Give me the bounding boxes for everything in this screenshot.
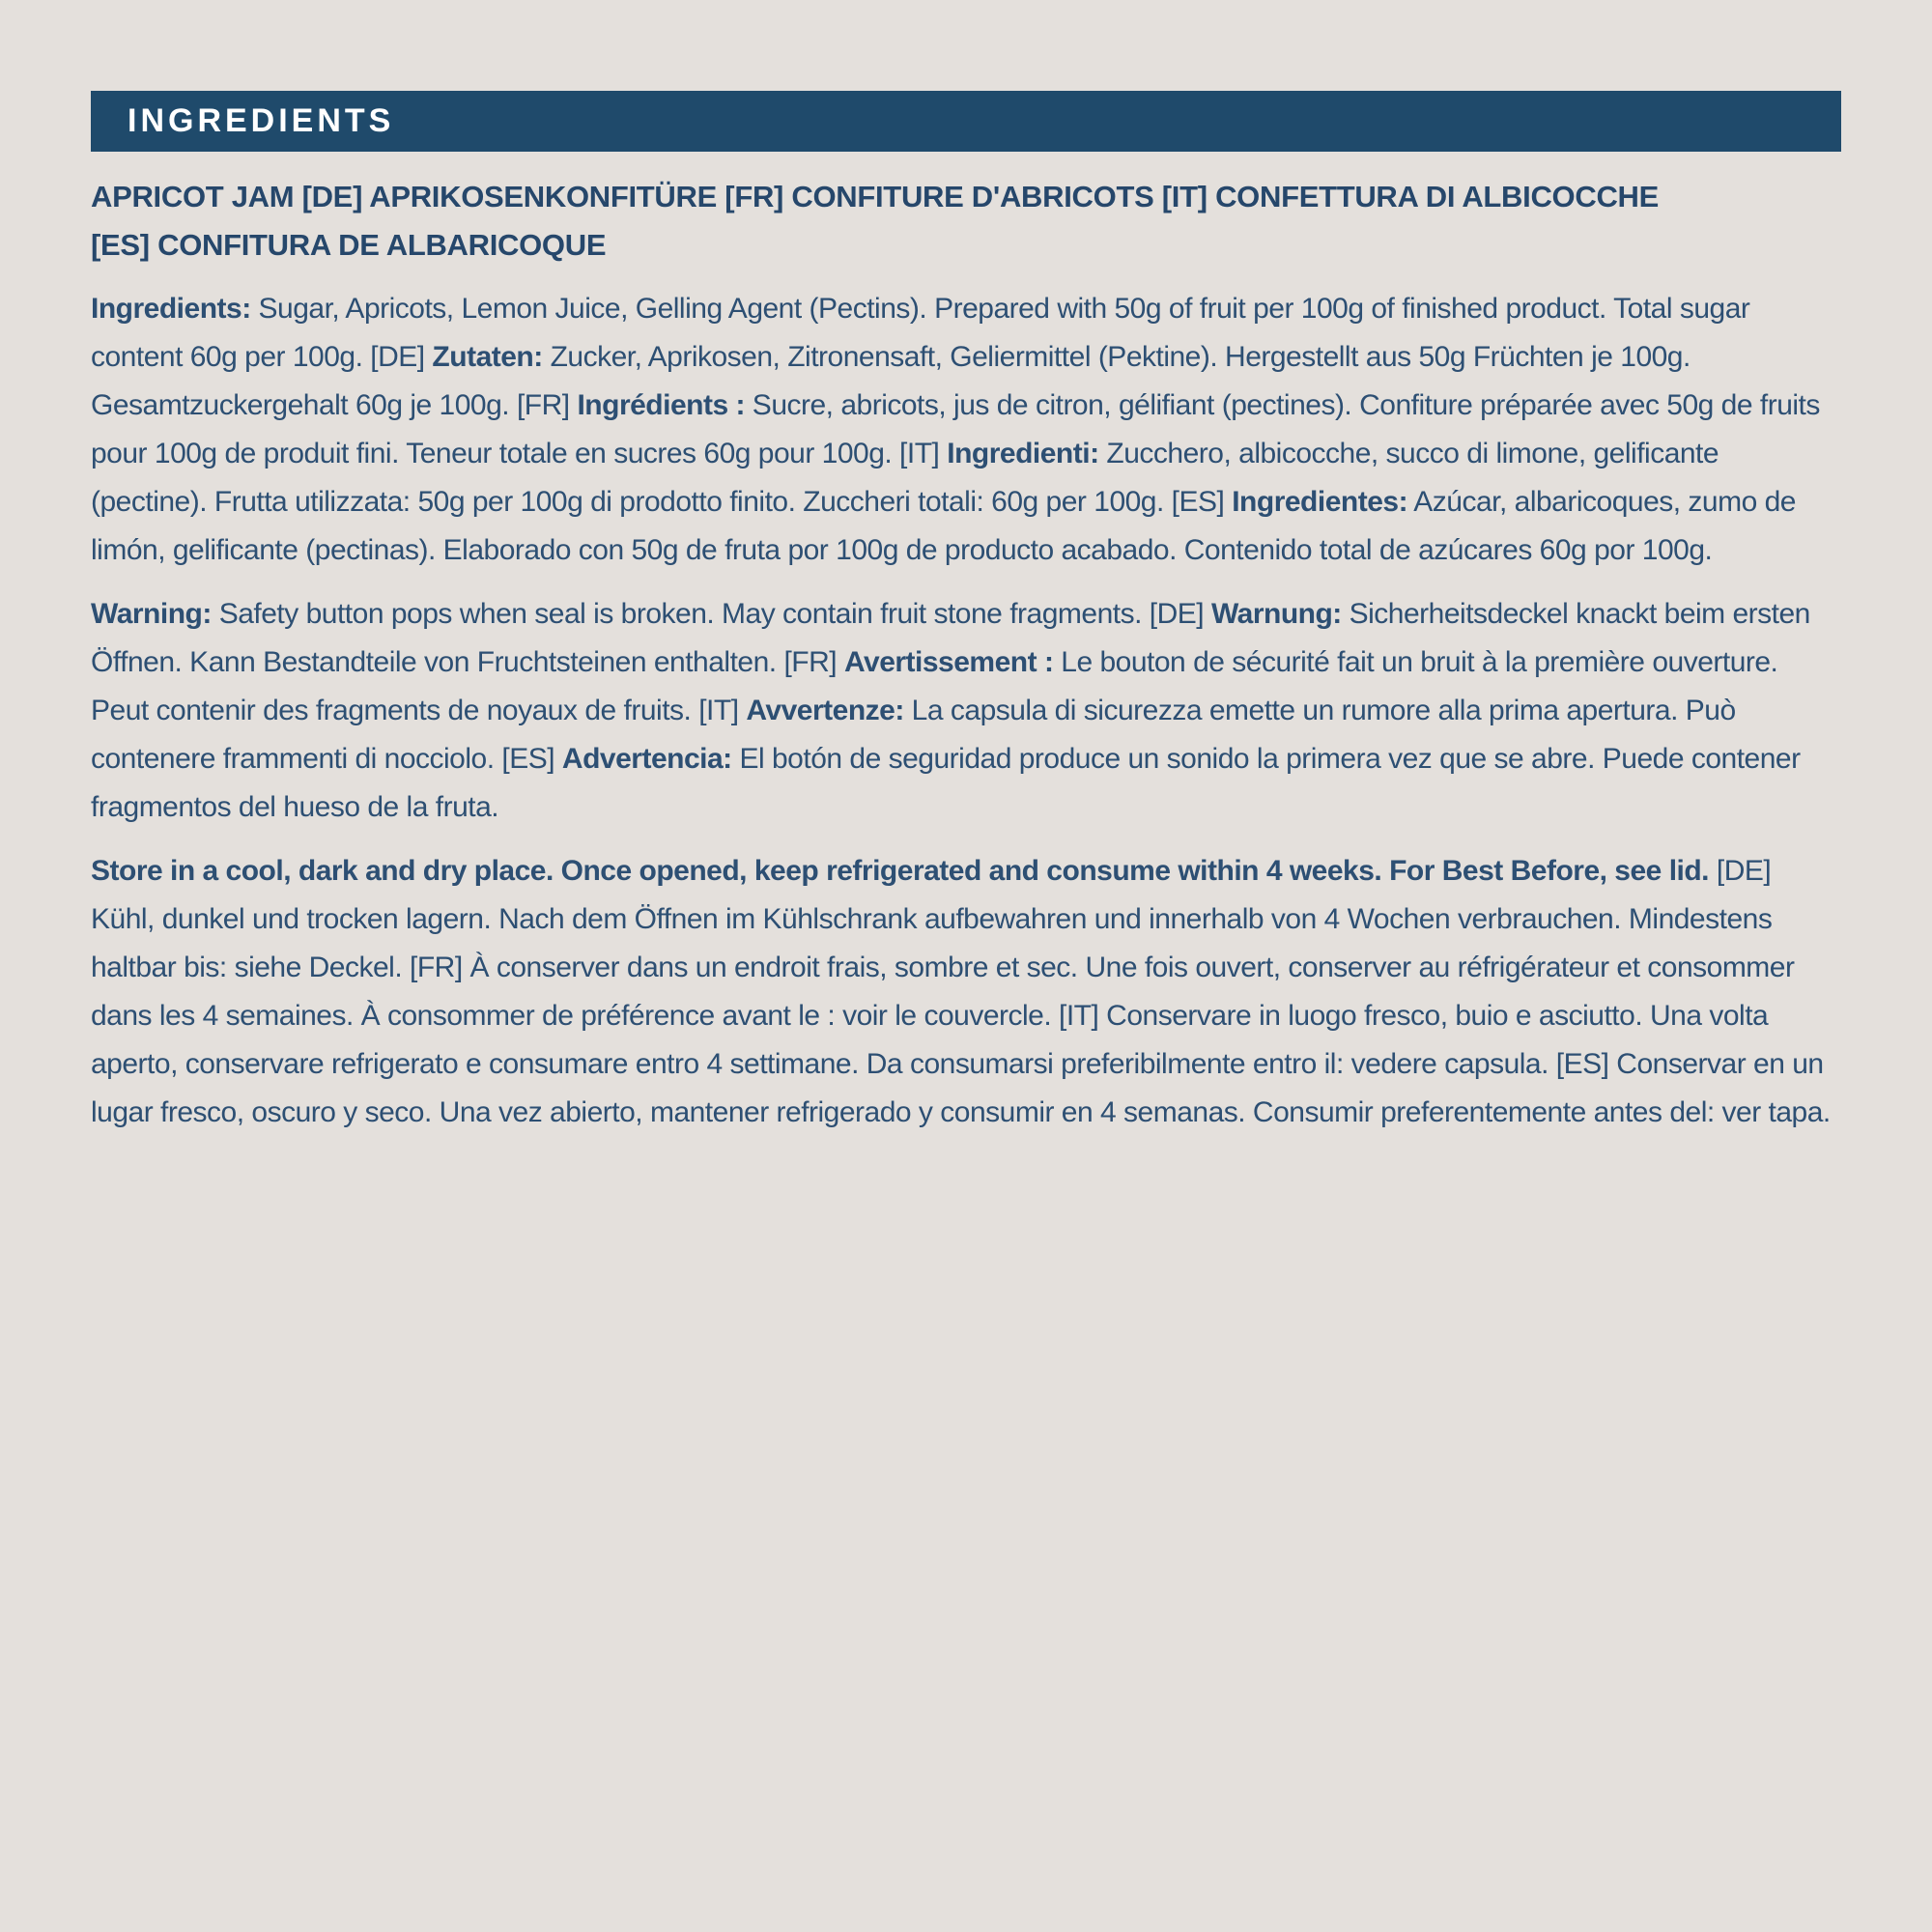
warning-de-text: Sicherheitsdeckel knackt beim ersten Öffnen. Kann Bestandteile von Fruchtsteinen enthalten. [FR] <box>91 598 1810 678</box>
warning-en-text: Safety button pops when seal is broken. May contain fruit stone fragments. [DE] <box>211 598 1211 630</box>
ingredients-paragraph <box>91 285 1841 575</box>
ingredients-es-text: Azúcar, albaricoques, zumo de limón, gelificante (pectinas). Elaborado con 50g de fruta por 100g de producto acabado. Contenido total de azúcares 60g por 100g. <box>91 486 1796 566</box>
warning-it-text: La capsula di sicurezza emette un rumore alla prima apertura. Può contenere frammenti di nocciolo. [ES] <box>91 695 1736 775</box>
ingredients-de-text: Zucker, Aprikosen, Zitronensaft, Geliermittel (Pektine). Hergestellt aus 50g Früchten je 100g. Gesamtzuckergehalt 60g je 100g. [FR] <box>91 341 1690 421</box>
ingredients-fr-text: Sucre, abricots, jus de citron, gélifiant (pectines). Confiture préparée avec 50g de fruits pour 100g de produit fini. Teneur totale en sucres 60g pour 100g. [IT] <box>91 389 1820 469</box>
ingredients-en-text: Sugar, Apricots, Lemon Juice, Gelling Agent (Pectins). Prepared with 50g of fruit per 100g of finished product. Total sugar content 60g per 100g. [DE] <box>91 293 1750 373</box>
warning-paragraph <box>91 590 1841 832</box>
product-names <box>91 173 1841 270</box>
storage-translations: [DE] Kühl, dunkel und trocken lagern. Nach dem Öffnen im Kühlschrank aufbewahren und innerhalb von 4 Wochen verbrauchen. Mindestens haltbar bis: siehe Deckel. [FR] À conserver dans un endroit frais, sombre et sec. Une fois ouvert, conserver au réfrigérateur et consommer dans les 4 semaines. À consommer de préférence avant le : voir le couvercle. [IT] Conservare in luogo fresco, buio e asciutto. Una volta aperto, conservare refrigerato e consumare entro 4 settimane. Da consumarsi preferibilmente entro il: vedere capsula. [ES] Conservar en un lugar fresco, oscuro y seco. Una vez abierto, mantener refrigerado y consumir en 4 semanas. Consumir preferentemente antes del: ver tapa. <box>91 855 1831 1128</box>
product-names-line-1: APRICOT JAM [DE] APRIKOSENKONFITÜRE [FR] CONFITURE D'ABRICOTS [IT] CONFETTURA DI ALBICOCCHE <box>91 180 1659 213</box>
warning-de-label: Warnung: <box>1210 598 1342 630</box>
warning-fr-label: Avertissement : <box>843 646 1054 678</box>
warning-es-text: El botón de seguridad produce un sonido la primera vez que se abre. Puede contener fragmentos del hueso de la fruta. <box>91 743 1801 823</box>
ingredients-it-text: Zucchero, albicocche, succo di limone, gelificante (pectine). Frutta utilizzata: 50g per 100g di prodotto finito. Zuccheri totali: 60g per 100g. [ES] <box>91 438 1719 518</box>
warning-es-label: Advertencia: <box>561 743 732 775</box>
ingredients-en-label: Ingredients: <box>91 293 251 325</box>
ingredients-label-panel <box>91 91 1841 1137</box>
section-title: INGREDIENTS <box>128 102 395 139</box>
warning-en-label: Warning: <box>91 598 212 630</box>
ingredients-fr-label: Ingrédients : <box>577 389 745 421</box>
storage-en-instructions: Store in a cool, dark and dry place. Once opened, keep refrigerated and consume within 4 weeks. For Best Before, see lid. <box>91 855 1710 887</box>
warning-it-label: Avvertenze: <box>746 695 904 726</box>
product-names-line-2: [ES] CONFITURA DE ALBARICOQUE <box>91 228 607 262</box>
section-header-bar <box>91 91 1841 152</box>
ingredients-de-label: Zutaten: <box>432 341 543 373</box>
ingredients-it-label: Ingredienti: <box>947 438 1099 469</box>
warning-fr-text: Le bouton de sécurité fait un bruit à la première ouverture. Peut contenir des fragments de noyaux de fruits. [IT] <box>91 646 1778 726</box>
ingredients-es-label: Ingredientes: <box>1232 486 1408 518</box>
storage-paragraph <box>91 847 1841 1137</box>
